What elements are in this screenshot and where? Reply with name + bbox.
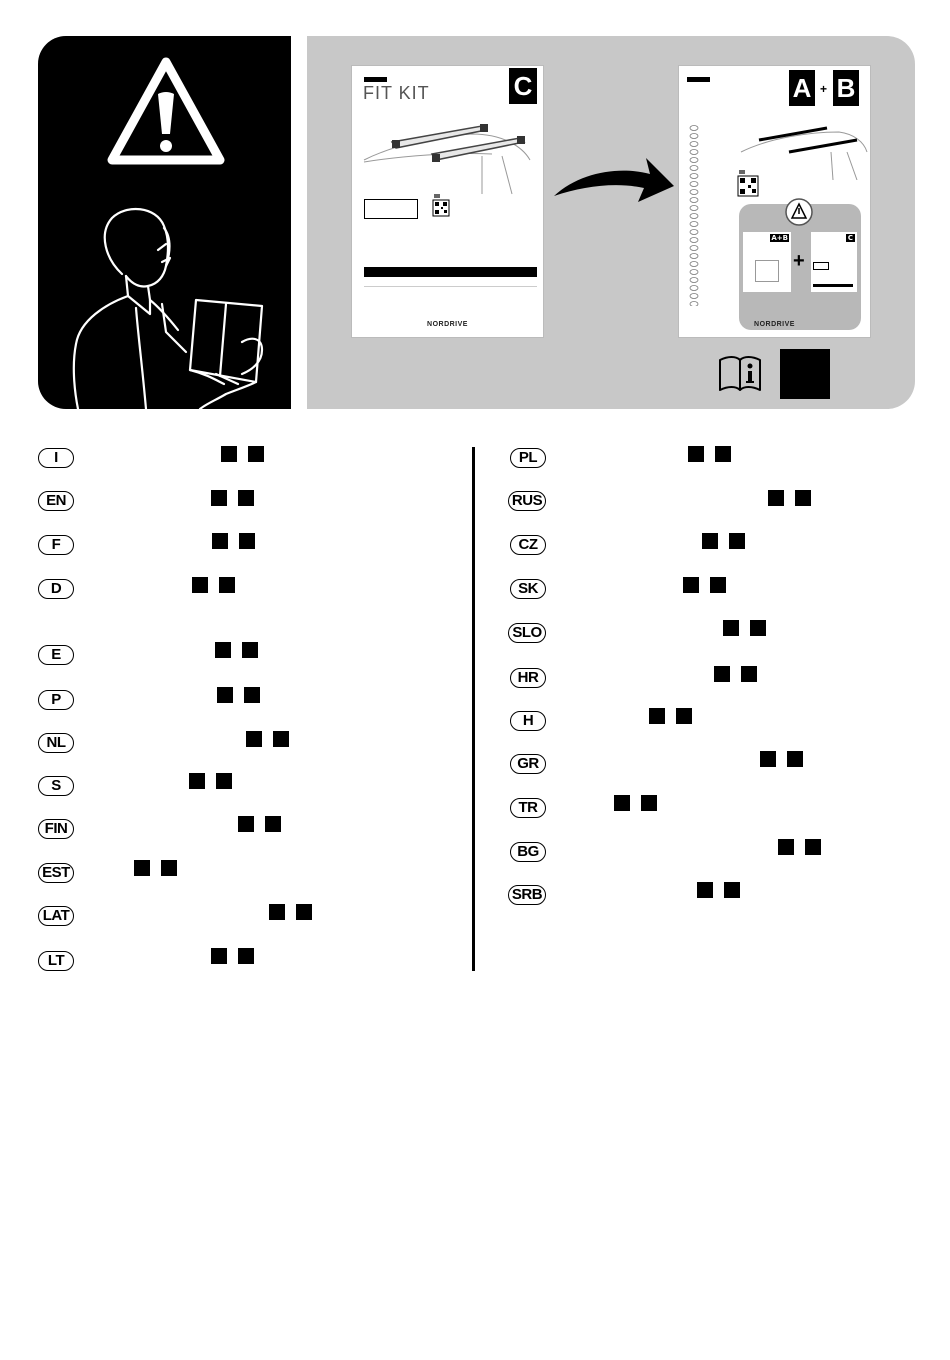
marker-square [768, 490, 784, 506]
marker-square [715, 446, 731, 462]
marker-square [238, 948, 254, 964]
marker-square [688, 446, 704, 462]
marker-square [192, 577, 208, 593]
lang-badge-i: I [38, 448, 74, 468]
instruction-book-icon [716, 354, 764, 394]
marker-square [641, 795, 657, 811]
lang-badge-fin: FIN [38, 819, 74, 839]
marker-square [273, 731, 289, 747]
lang-badge-gr: GR [510, 754, 546, 774]
marker-square [189, 773, 205, 789]
warning-banner [38, 36, 915, 409]
marker-square [244, 687, 260, 703]
marker-square [714, 666, 730, 682]
marker-square [239, 533, 255, 549]
lang-badge-d: D [38, 579, 74, 599]
marker-square [211, 948, 227, 964]
marker-square [795, 490, 811, 506]
marker-square [787, 751, 803, 767]
marker-square [729, 533, 745, 549]
marker-square [614, 795, 630, 811]
marker-square [805, 839, 821, 855]
lang-badge-est: EST [38, 863, 74, 883]
lang-badge-hr: HR [510, 668, 546, 688]
marker-square [246, 731, 262, 747]
table-header-bar [364, 267, 537, 277]
marker-square [242, 642, 258, 658]
marker-square [238, 490, 254, 506]
marker-square [750, 620, 766, 636]
inner-c-label: C [847, 234, 853, 242]
marker-square [676, 708, 692, 724]
lang-badge-h: H [510, 711, 546, 731]
plus-sign: + [793, 250, 805, 272]
lang-badge-tr: TR [510, 798, 546, 818]
lang-badge-sk: SK [510, 579, 546, 599]
black-square [780, 349, 830, 399]
marker-square [760, 751, 776, 767]
marker-square [211, 490, 227, 506]
lang-badge-s: S [38, 776, 74, 796]
marker-square [219, 577, 235, 593]
marker-square [212, 533, 228, 549]
marker-square [697, 882, 713, 898]
roof-rack-drawing [362, 116, 532, 196]
lang-badge-e: E [38, 645, 74, 665]
lang-badge-p: P [38, 690, 74, 710]
marker-square [216, 773, 232, 789]
inner-ab-label: A+B [771, 234, 788, 242]
letter-c-box: C [509, 68, 537, 104]
lang-badge-slo: SLO [508, 623, 546, 643]
lang-badge-pl: PL [510, 448, 546, 468]
lang-badge-rus: RUS [508, 491, 546, 511]
marker-square [248, 446, 264, 462]
lang-badge-f: F [38, 535, 74, 555]
warning-icon [106, 56, 226, 168]
marker-square [269, 904, 285, 920]
lang-badge-bg: BG [510, 842, 546, 862]
column-divider [472, 447, 475, 971]
lang-badge-srb: SRB [508, 885, 546, 905]
marker-square [741, 666, 757, 682]
ab-document [678, 65, 871, 338]
qr-code-icon [432, 194, 450, 218]
lang-badge-en: EN [38, 491, 74, 511]
lang-badge-lt: LT [38, 951, 74, 971]
nordrive-logo: NORDRIVE [427, 321, 468, 328]
marker-square [724, 882, 740, 898]
inner-warning-panel [739, 204, 861, 330]
warning-icon-small [784, 198, 814, 226]
marker-square [265, 816, 281, 832]
marker-square [221, 446, 237, 462]
marker-square [296, 904, 312, 920]
marker-square [683, 577, 699, 593]
lang-badge-lat: LAT [38, 906, 74, 926]
arrow-icon [550, 152, 678, 208]
lang-badge-nl: NL [38, 733, 74, 753]
marker-square [723, 620, 739, 636]
marker-square [217, 687, 233, 703]
qr-code-icon-ab [737, 170, 759, 198]
model-box [364, 199, 418, 219]
fit-kit-document [351, 65, 544, 338]
fit-kit-title: FIT KIT [363, 83, 430, 103]
plus-sign-small: + [820, 82, 828, 96]
warning-panel [38, 36, 291, 409]
marker-square [161, 860, 177, 876]
marker-square [710, 577, 726, 593]
marker-square [238, 816, 254, 832]
marker-square [702, 533, 718, 549]
reading-man-illustration [66, 204, 276, 409]
marker-square [215, 642, 231, 658]
letter-b-box: B [833, 70, 859, 106]
marker-square [134, 860, 150, 876]
marker-square [778, 839, 794, 855]
lang-badge-cz: CZ [510, 535, 546, 555]
letter-a-box: A [789, 70, 815, 106]
language-list-lines [687, 124, 701, 306]
nordrive-logo-ab: NORDRIVE [754, 321, 795, 328]
marker-square [649, 708, 665, 724]
